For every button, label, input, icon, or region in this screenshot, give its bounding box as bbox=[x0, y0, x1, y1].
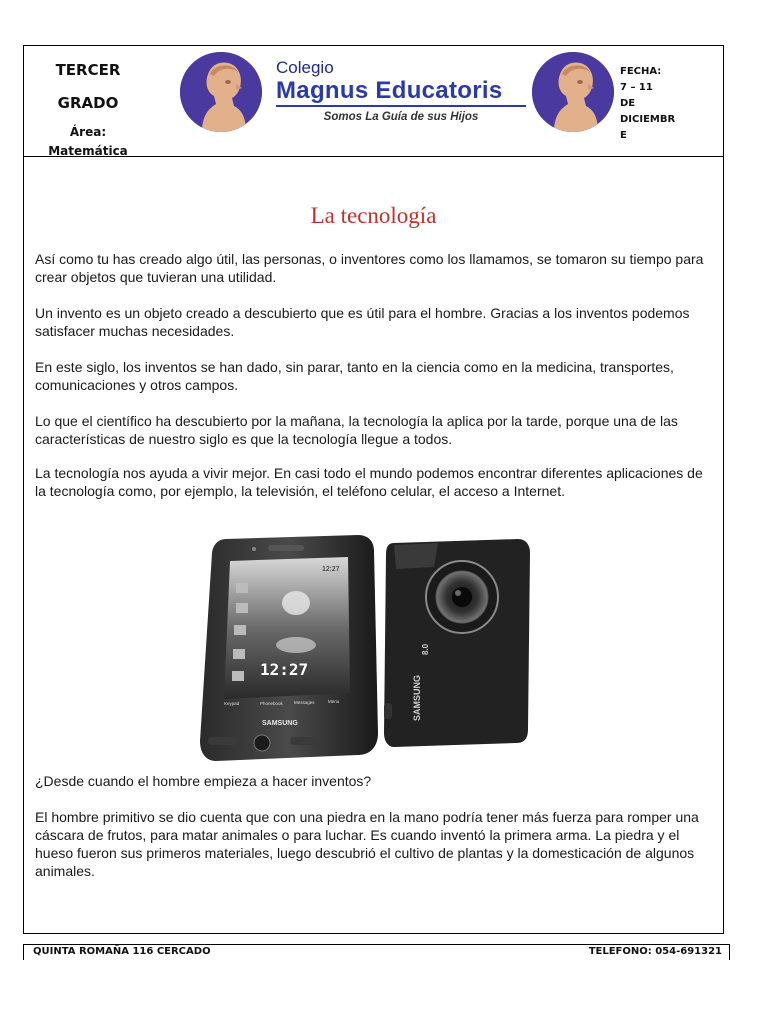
date-label: FECHA: bbox=[620, 66, 662, 77]
area-value: Matemática bbox=[48, 144, 128, 158]
bust-medallion-left-icon bbox=[180, 52, 262, 132]
front-brand: SAMSUNG bbox=[262, 720, 298, 727]
front-phone bbox=[200, 535, 378, 761]
grade-block bbox=[30, 54, 146, 160]
footer-right-tick bbox=[729, 944, 730, 960]
phone-image bbox=[198, 533, 534, 765]
logo-slogan: Somos La Guía de sus Hijos bbox=[323, 111, 479, 123]
megapixels-label: 8.0 bbox=[421, 643, 430, 655]
paragraph-6: El hombre primitivo se dio cuenta que con una piedra en la mano podría tener más fuerza para romper una cáscara de frutos, para matar animales o para luchar. Es cuando inventó la primera arma. La piedra y el hueso fueron sus primeros materiales, luego descubrió el cultivo de plantas y la domesticación de algunos animales. bbox=[35, 809, 699, 879]
footer-left-tick bbox=[23, 944, 24, 960]
logo-underline bbox=[276, 105, 526, 107]
bust-medallion-right-icon bbox=[532, 52, 614, 132]
paragraph-1: Así como tu has creado algo útil, las personas, o inventores como los llamamos, se tomaron su tiempo para crear objetos que tuvieran una utilidad. bbox=[35, 251, 704, 285]
paragraph-4: Lo que el científico ha descubierto por la mañana, la tecnología la aplica por la tarde, porque una de las características de nuestro siglo es que la tecnología llegue a todos. bbox=[35, 413, 678, 447]
paragraph-3: En este siglo, los inventos se han dado, sin parar, tanto en la ciencia como en la medicina, transportes, comunicaciones y otros campos. bbox=[35, 359, 674, 393]
softkey-1: Keypad bbox=[224, 701, 240, 706]
logo-top-text: Colegio bbox=[276, 58, 334, 77]
question-heading: ¿Desde cuando el hombre empieza a hacer inventos? bbox=[35, 773, 372, 789]
grade-line-1: TERCER bbox=[55, 61, 121, 79]
footer-address: QUINTA ROMAÑA 116 CERCADO bbox=[33, 946, 211, 957]
date-de: DE bbox=[620, 98, 636, 109]
softkey-4: Menu bbox=[328, 699, 340, 704]
softkey-2: Phonebook bbox=[260, 701, 283, 706]
paragraph-2: Un invento es un objeto creado a descubierto que es útil para el hombre. Gracias a los inventos podemos satisfacer muchas necesidades. bbox=[35, 305, 690, 339]
date-block bbox=[620, 64, 682, 144]
grade-line-2: GRADO bbox=[57, 94, 119, 112]
school-logo bbox=[276, 58, 528, 123]
header-divider-tick bbox=[23, 152, 24, 160]
date-month-part2: E bbox=[620, 130, 627, 141]
logo-name: Magnus Educatoris bbox=[276, 77, 503, 104]
back-phone bbox=[384, 539, 530, 747]
softkey-3: Messages bbox=[294, 700, 315, 705]
area-label: Área: bbox=[69, 125, 107, 139]
paragraph-5: La tecnología nos ayuda a vivir mejor. En casi todo el mundo podemos encontrar diferentes aplicaciones de la tecnología como, por ejemplo, la televisión, el teléfono celular, el acceso a Internet. bbox=[35, 465, 703, 499]
status-time: 12:27 bbox=[322, 566, 340, 573]
footer-phone: TELEFONO: 054-691321 bbox=[588, 946, 722, 957]
document-title: La tecnología bbox=[310, 203, 437, 228]
back-brand: SAMSUNG bbox=[412, 674, 422, 721]
date-range: 7 – 11 bbox=[620, 82, 653, 93]
date-month-part1: DICIEMBR bbox=[620, 114, 676, 125]
clock-time: 12:27 bbox=[260, 660, 309, 679]
footer-divider bbox=[23, 944, 730, 945]
